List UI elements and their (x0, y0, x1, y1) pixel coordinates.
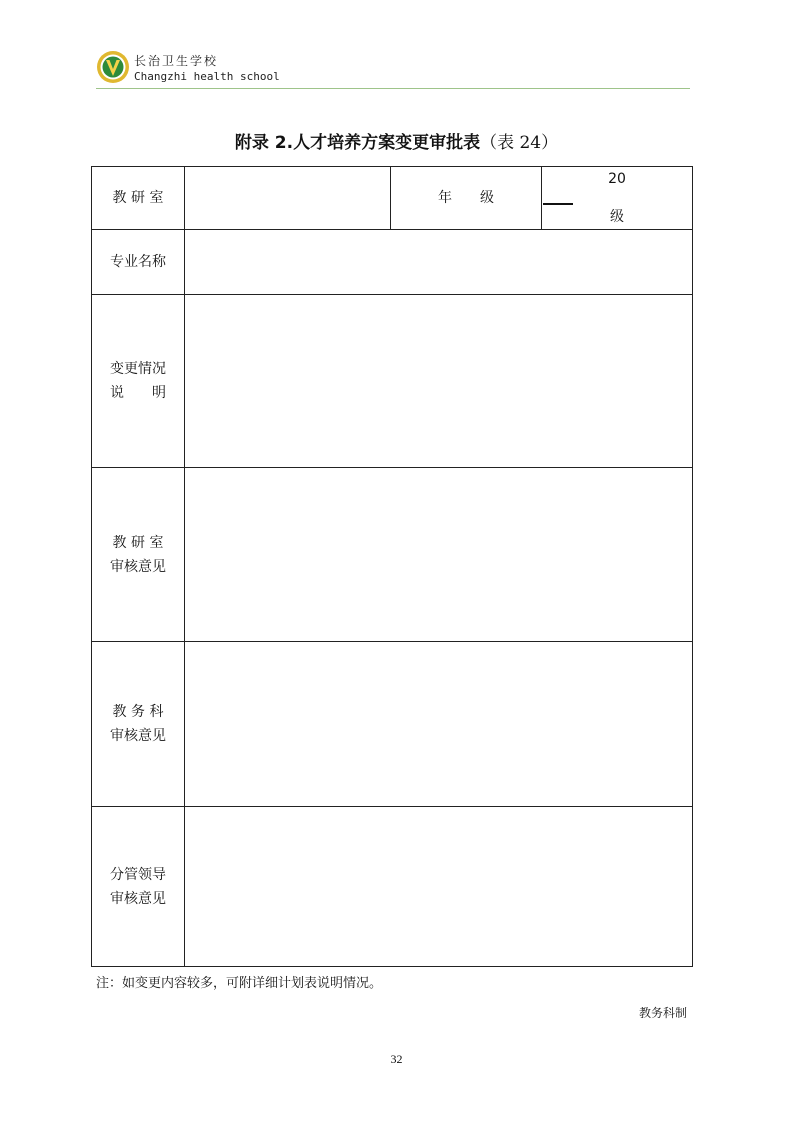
school-name-en: Changzhi health school (134, 70, 280, 83)
field-academic-affairs-review[interactable] (185, 642, 693, 807)
row-department-review (92, 468, 693, 642)
page-header (96, 50, 690, 92)
grade-suffix: 级 (610, 209, 624, 225)
field-leader-review[interactable] (185, 807, 693, 967)
page-number: 32 (390, 1052, 403, 1066)
made-by-label: 教务科制 (638, 1006, 687, 1020)
field-department-review[interactable] (185, 468, 693, 642)
label-change-description: 变更情况 说 明 (92, 295, 185, 468)
row-leader-review (92, 807, 693, 967)
school-logo-icon (96, 50, 130, 84)
row-major (92, 230, 693, 295)
grade-blank[interactable] (543, 191, 573, 205)
page-title (0, 128, 793, 153)
label-major: 专业名称 (92, 230, 185, 295)
footnote: 注：如变更内容较多，可附详细计划表说明情况。 (96, 976, 383, 991)
approval-form-table (91, 166, 693, 967)
label-department-review: 教 研 室 审核意见 (92, 468, 185, 642)
row-department (92, 167, 693, 230)
grade-prefix: 20 (608, 171, 626, 187)
row-change-description (92, 295, 693, 468)
field-major[interactable] (185, 230, 693, 295)
title-main: 附录 2.人才培养方案变更审批表 (234, 133, 481, 153)
field-department[interactable] (185, 167, 391, 230)
header-divider (96, 88, 690, 89)
label-department: 教 研 室 (92, 167, 185, 230)
label-leader-review: 分管领导 审核意见 (92, 807, 185, 967)
row-academic-affairs-review (92, 642, 693, 807)
field-grade[interactable] (542, 167, 693, 230)
field-change-description[interactable] (185, 295, 693, 468)
school-name-cn: 长治卫生学校 (134, 54, 219, 68)
label-academic-affairs-review: 教 务 科 审核意见 (92, 642, 185, 807)
label-grade: 年 级 (391, 167, 542, 230)
title-suffix: （表 24） (480, 133, 559, 153)
